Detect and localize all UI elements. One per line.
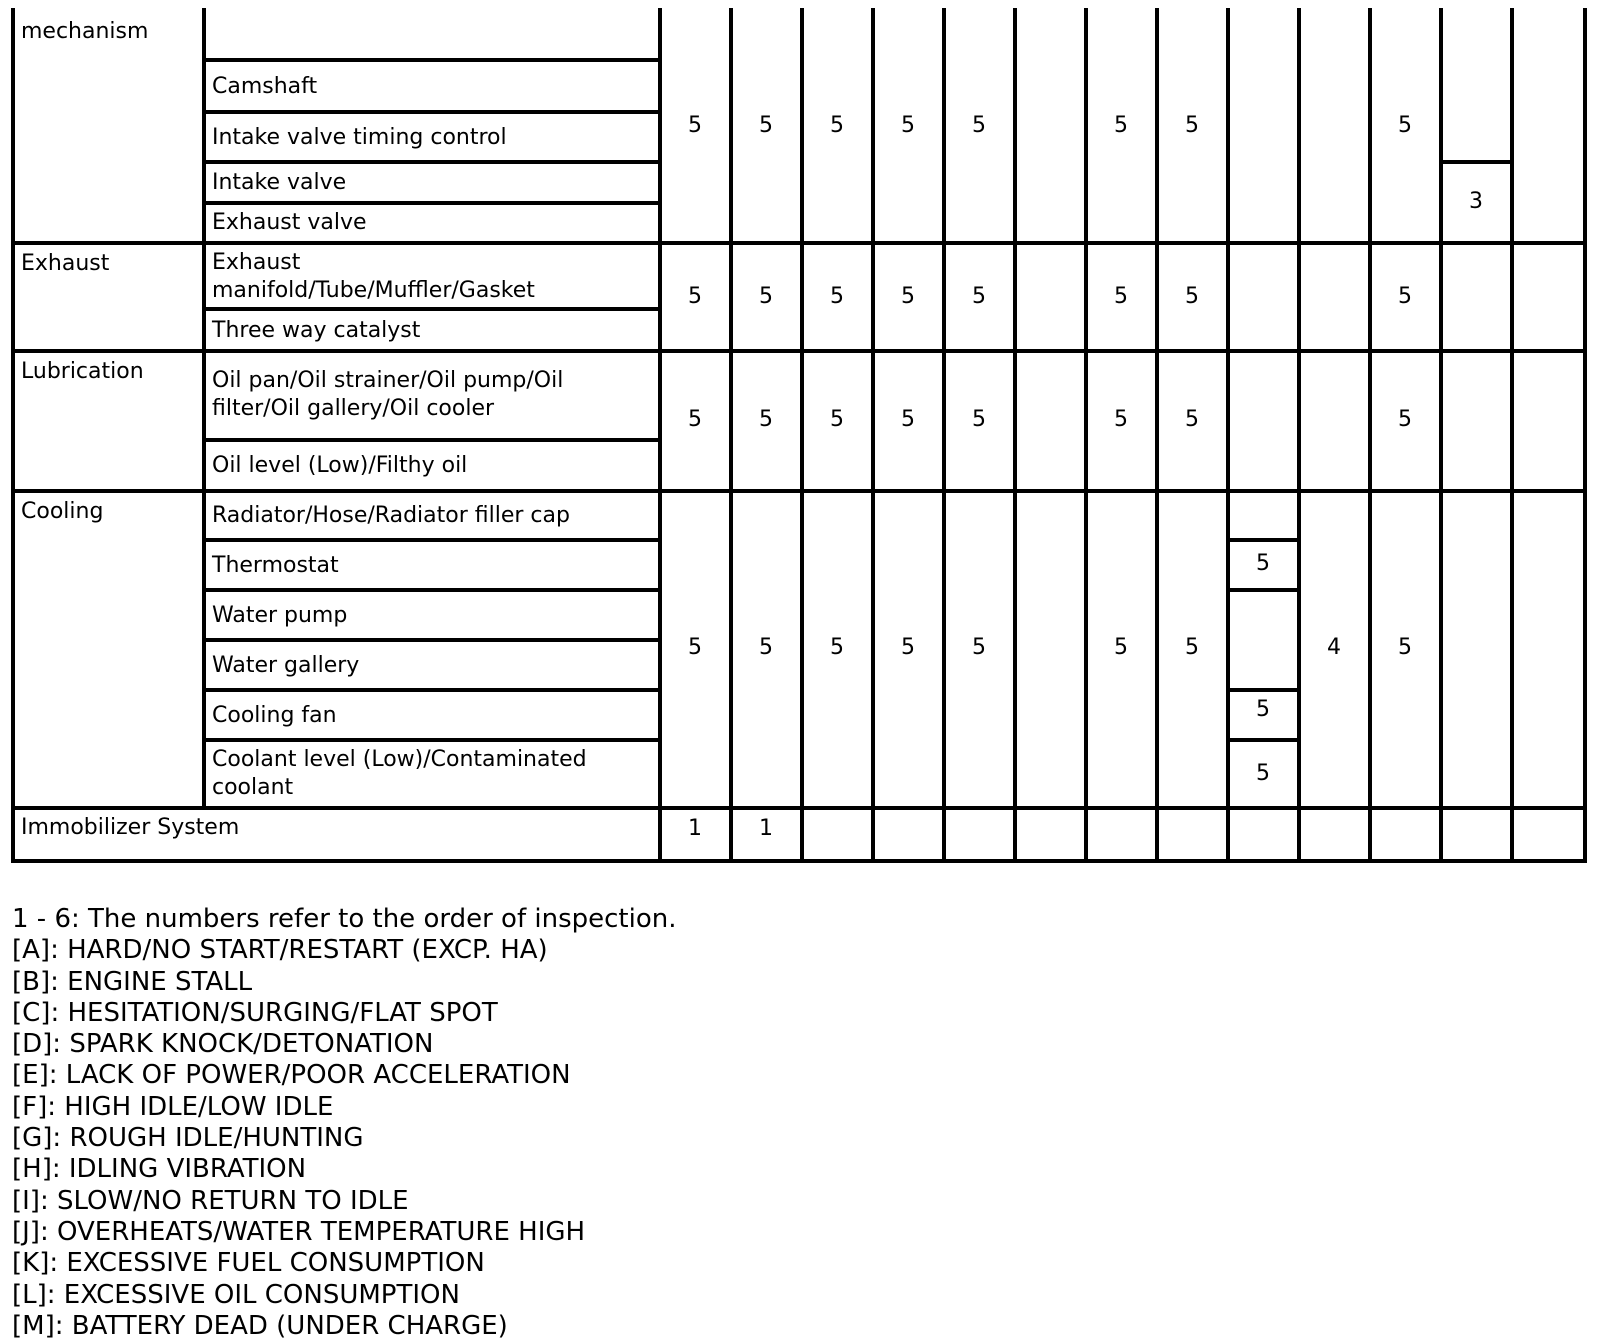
part-label-oil-level: Oil level (Low)/Filthy oil [212,453,468,478]
part-label-intake-valve-timing: Intake valve timing control [212,125,507,150]
value-cooling-D: 5 [901,635,915,660]
value-lubrication-H: 5 [1185,407,1199,432]
legend-item-C: [C]: HESITATION/SURGING/FLAT SPOT [12,997,498,1028]
value-mechanism-D: 5 [901,113,915,138]
legend-item-M: [M]: BATTERY DEAD (UNDER CHARGE) [12,1310,508,1341]
part-label-oil-pan-line1: Oil pan/Oil strainer/Oil pump/Oil [212,368,564,393]
part-label-exhaust-valve: Exhaust valve [212,210,367,235]
section-label-cooling: Cooling [21,499,104,524]
value-mechanism-B: 5 [759,113,773,138]
value-cooling-H: 5 [1185,635,1199,660]
value-lubrication-B: 5 [759,407,773,432]
value-mechanism-G: 5 [1114,113,1128,138]
value-mechanism-E: 5 [972,113,986,138]
value-exhaust-C: 5 [830,284,844,309]
legend-item-L: [L]: EXCESSIVE OIL CONSUMPTION [12,1279,460,1310]
value-mechanism-K: 5 [1398,113,1412,138]
section-label-lubrication: Lubrication [21,359,144,384]
legend-item-K: [K]: EXCESSIVE FUEL CONSUMPTION [12,1248,485,1279]
legend-item-D: [D]: SPARK KNOCK/DETONATION [12,1029,434,1060]
legend-item-A: [A]: HARD/NO START/RESTART (EXCP. HA) [12,935,548,966]
part-label-radiator: Radiator/Hose/Radiator filler cap [212,503,570,528]
value-cooling-C: 5 [830,635,844,660]
value-exhaust-K: 5 [1398,284,1412,309]
value-exhaust-B: 5 [759,284,773,309]
row-label-immobilizer: Immobilizer System [21,815,240,840]
value-mechanism-L-valves: 3 [1469,189,1483,214]
value-cooling-I-cooling-fan: 5 [1256,697,1270,722]
part-label-camshaft: Camshaft [212,74,318,99]
value-exhaust-A: 5 [688,284,702,309]
value-exhaust-D: 5 [901,284,915,309]
value-lubrication-C: 5 [830,407,844,432]
part-label-exhaust-manifold-line2: manifold/Tube/Muffler/Gasket [212,278,535,303]
value-exhaust-H: 5 [1185,284,1199,309]
part-label-exhaust-manifold-line1: Exhaust [212,250,301,275]
footnote-order-note: 1 - 6: The numbers refer to the order of inspection. [12,904,677,934]
value-cooling-E: 5 [972,635,986,660]
value-cooling-K: 5 [1398,635,1412,660]
value-immobilizer-B: 1 [759,816,773,841]
section-label-exhaust: Exhaust [21,251,110,276]
legend-item-B: [B]: ENGINE STALL [12,966,253,997]
value-mechanism-C: 5 [830,113,844,138]
part-label-intake-valve: Intake valve [212,170,347,195]
legend-item-E: [E]: LACK OF POWER/POOR ACCELERATION [12,1060,571,1091]
value-cooling-G: 5 [1114,635,1128,660]
legend-item-I: [I]: SLOW/NO RETURN TO IDLE [12,1185,409,1216]
value-exhaust-G: 5 [1114,284,1128,309]
section-label-mechanism: mechanism [21,19,149,44]
part-label-water-gallery: Water gallery [212,653,360,678]
value-lubrication-D: 5 [901,407,915,432]
value-immobilizer-A: 1 [688,816,702,841]
value-mechanism-A: 5 [688,113,702,138]
value-lubrication-K: 5 [1398,407,1412,432]
part-label-water-pump: Water pump [212,603,348,628]
value-lubrication-G: 5 [1114,407,1128,432]
value-cooling-A: 5 [688,635,702,660]
part-label-coolant-level-line1: Coolant level (Low)/Contaminated [212,747,587,772]
part-label-coolant-level-line2: coolant [212,775,294,800]
value-lubrication-E: 5 [972,407,986,432]
legend-item-J: [J]: OVERHEATS/WATER TEMPERATURE HIGH [12,1216,586,1247]
value-cooling-J: 4 [1327,635,1341,660]
legend-item-F: [F]: HIGH IDLE/LOW IDLE [12,1091,334,1122]
part-label-cooling-fan: Cooling fan [212,703,337,728]
part-label-three-way-catalyst: Three way catalyst [212,318,421,343]
value-cooling-I-thermostat: 5 [1256,551,1270,576]
value-mechanism-H: 5 [1185,113,1199,138]
legend-item-H: [H]: IDLING VIBRATION [12,1154,307,1185]
legend-item-G: [G]: ROUGH IDLE/HUNTING [12,1123,364,1154]
value-lubrication-A: 5 [688,407,702,432]
footnotes [12,904,1212,1342]
value-cooling-B: 5 [759,635,773,660]
part-label-oil-pan-line2: filter/Oil gallery/Oil cooler [212,396,495,421]
value-exhaust-E: 5 [972,284,986,309]
part-label-thermostat: Thermostat [212,553,339,578]
value-cooling-I-coolant-level: 5 [1256,761,1270,786]
